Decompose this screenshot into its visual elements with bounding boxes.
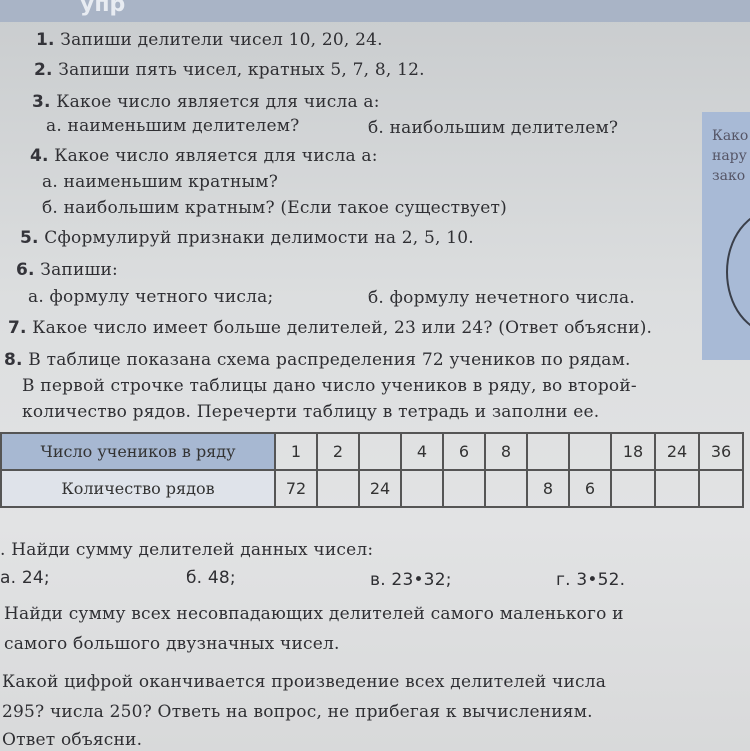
row-label-rows: Количество рядов	[1, 470, 275, 507]
task-4a: а. наименьшим кратным?	[42, 172, 279, 192]
task-4	[30, 146, 378, 166]
task-11-line2: 295? числа 250? Ответь на вопрос, не прибегая к вычислениям.	[2, 702, 593, 722]
table-cell: 6	[443, 433, 485, 470]
table-cell	[443, 470, 485, 507]
table-cell: 6	[569, 470, 611, 507]
task-11-line1: Какой цифрой оканчивается произведение всех делителей числа	[2, 672, 607, 692]
task-3	[32, 92, 380, 112]
side-word-3: зако	[712, 168, 746, 184]
task-7	[8, 318, 652, 338]
table-cell: 72	[275, 470, 317, 507]
table-cell: 4	[401, 433, 443, 470]
table-cell: 24	[655, 433, 699, 470]
task-8-line2: В первой строчке таблицы дано число учеников в ряду, во второй-	[22, 376, 637, 396]
table-cell	[485, 470, 527, 507]
task-text: В таблице показана схема распределения 72 учеников по рядам.	[28, 350, 631, 370]
table-cell: 8	[527, 470, 569, 507]
task-8	[4, 350, 631, 370]
table-cell	[655, 470, 699, 507]
table-cell	[569, 433, 611, 470]
task-text: Какое число является для числа а:	[54, 146, 378, 166]
table-cell: 1	[275, 433, 317, 470]
row-label-students: Число учеников в ряду	[1, 433, 275, 470]
table-cell: 36	[699, 433, 743, 470]
top-band	[0, 0, 750, 22]
side-word-2: нару	[712, 148, 747, 164]
table-cell	[611, 470, 655, 507]
task-2	[34, 60, 425, 80]
task-number: 8.	[4, 350, 23, 370]
task-10-line1: Найди сумму всех несовпадающих делителей самого маленького и	[4, 604, 624, 624]
task-number: 6.	[16, 260, 35, 280]
table-cell	[359, 433, 401, 470]
task-text: Запиши делители чисел 10, 20, 24.	[60, 30, 383, 50]
table-cell	[317, 470, 359, 507]
task-9d: г. 3•52.	[556, 570, 626, 590]
task-6b: б. формулу нечетного числа.	[368, 288, 635, 308]
task-number: 7.	[8, 318, 27, 338]
task-3b: б. наибольшим делителем?	[368, 118, 619, 138]
table-row-students	[1, 433, 743, 470]
task-text: Какое число имеет больше делителей, 23 или 24? (Ответ объясни).	[32, 318, 653, 338]
table-cell: 24	[359, 470, 401, 507]
table-cell: 2	[317, 433, 359, 470]
task-9: . Найди сумму делителей данных чисел:	[0, 540, 374, 560]
task-1	[36, 30, 383, 50]
top-heading: упр	[80, 0, 126, 17]
task-11-line3: Ответ объясни.	[2, 730, 143, 750]
task-number: 5.	[20, 228, 39, 248]
table-row-rows	[1, 470, 743, 507]
task-10-line2: самого большого двузначных чисел.	[4, 634, 340, 654]
task-6	[16, 260, 118, 280]
task-4b: б. наибольшим кратным? (Если такое существует)	[42, 198, 507, 218]
task-5	[20, 228, 474, 248]
task-3a: а. наименьшим делителем?	[46, 116, 300, 136]
distribution-table	[0, 432, 744, 508]
task-number: 1.	[36, 30, 55, 50]
task-6a: а. формулу четного числа;	[28, 287, 274, 307]
task-9b: б. 48;	[186, 568, 236, 588]
task-text: Какое число является для числа а:	[56, 92, 380, 112]
task-8-line3: количество рядов. Перечерти таблицу в тетрадь и заполни ее.	[22, 402, 600, 422]
table-cell: 18	[611, 433, 655, 470]
task-text: Запиши:	[40, 260, 118, 280]
task-number: 4.	[30, 146, 49, 166]
task-text: Запиши пять чисел, кратных 5, 7, 8, 12.	[58, 60, 425, 80]
table-cell	[527, 433, 569, 470]
table-cell: 8	[485, 433, 527, 470]
task-9c: в. 23•32;	[370, 570, 452, 590]
task-text: Сформулируй признаки делимости на 2, 5, 10.	[44, 228, 474, 248]
table-cell	[401, 470, 443, 507]
table-cell	[699, 470, 743, 507]
task-number: 3.	[32, 92, 51, 112]
task-9a: а. 24;	[0, 568, 50, 588]
side-word-1: Како	[712, 128, 749, 144]
task-number: 2.	[34, 60, 53, 80]
